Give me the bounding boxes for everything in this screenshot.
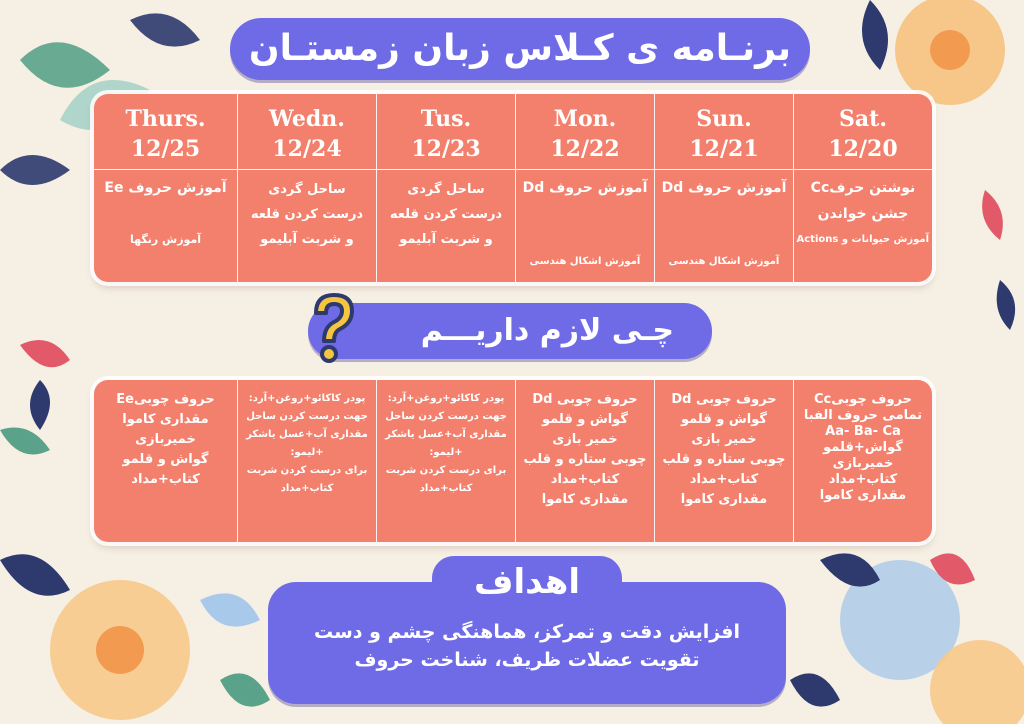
materials-column-sun (654, 380, 793, 542)
activity-line: ساحل گردی (268, 182, 346, 197)
material-item: حروف چوبی Dd (532, 392, 638, 407)
day-name: Tus. (420, 106, 472, 132)
material-item: حروف چوبیCc (814, 392, 912, 407)
page-title: برنـامه ی کـلاس زبان زمستـان (248, 28, 792, 69)
material-item: گواش و قلمو (681, 412, 767, 427)
flower-icon (0, 340, 70, 455)
materials-column-wedn (237, 380, 376, 542)
day-header (377, 94, 515, 170)
flower-icon (0, 554, 270, 720)
material-item: چوبی ستاره و قلب (523, 452, 647, 467)
day-date: 12/23 (411, 136, 481, 162)
activity-line: درست کردن قلعه (389, 207, 503, 222)
materials-list (659, 390, 789, 510)
activity-line: ساحل گردی (407, 182, 485, 197)
activity-line: نوشتن حرفCc (810, 180, 916, 196)
materials-list (381, 390, 511, 498)
material-item: چوبی ستاره و قلب (662, 452, 786, 467)
materials-column-tus (376, 380, 515, 542)
materials-list (98, 390, 233, 490)
material-item: خمیربازی (832, 456, 894, 471)
material-item: مقداری آب+عسل یاشکر (385, 429, 507, 440)
activity-line: و شربت آبلیمو (260, 232, 354, 247)
needs-title: چـی لازم داریـــم (420, 313, 674, 348)
material-item: جهت درست کردن ساحل (246, 411, 368, 422)
material-item: برای درست کردن شربت (246, 465, 368, 476)
material-item: مقداری کاموا (819, 488, 907, 503)
day-name: Mon. (553, 106, 617, 132)
material-item: تمامی حروف الفبا (803, 408, 923, 423)
question-mark-icon (302, 291, 362, 367)
material-item: خمیر بازی (691, 432, 757, 447)
day-activities (241, 178, 373, 249)
day-date: 12/25 (130, 136, 201, 162)
goals-box (268, 562, 786, 704)
material-item: جهت درست کردن ساحل (385, 411, 507, 422)
day-date: 12/22 (550, 136, 620, 162)
day-column-sat (793, 94, 932, 282)
material-item: حروف چوبیEe (116, 392, 215, 407)
activity-line: درست کردن قلعه (250, 207, 364, 222)
materials-list (242, 390, 372, 498)
day-header (655, 94, 793, 170)
activity-line: آموزش اشکال هندسی (529, 256, 641, 267)
material-item: خمیر بازی (552, 432, 618, 447)
material-item: +لیمو: (290, 447, 324, 458)
material-item: کتاب+مداد (131, 472, 200, 487)
material-item: کتاب+مداد (550, 472, 620, 487)
material-item: مقداری کاموا (122, 412, 209, 427)
day-column-thurs (94, 94, 237, 282)
material-item: کتاب+مداد (280, 483, 334, 494)
material-item: گواش و قلمو (122, 452, 209, 467)
activity-line: آموزش حروف Dd (661, 180, 787, 196)
material-item: پودر کاکائو+روغن+آرد: (248, 393, 366, 404)
material-item: کتاب+مداد (689, 472, 759, 487)
day-name: Wedn. (269, 106, 345, 132)
materials-column-mon (515, 380, 654, 542)
day-header (238, 94, 376, 170)
activity-line: و شربت آبلیمو (399, 232, 493, 247)
materials-table (94, 380, 932, 542)
material-item: حروف چوبی Dd (671, 392, 777, 407)
flower-icon (790, 553, 1024, 724)
day-column-wedn (237, 94, 376, 282)
day-activities (97, 178, 234, 248)
activity-line: آموزش اشکال هندسی (668, 256, 780, 267)
day-activities (519, 178, 651, 270)
activity-line (97, 204, 234, 224)
activity-line: آموزش حیوانات و Actions (796, 234, 929, 245)
material-item: خمیربازی (135, 432, 196, 447)
materials-column-thurs (94, 380, 237, 542)
day-activities (380, 178, 512, 249)
day-activities (797, 178, 929, 248)
material-item: برای درست کردن شربت (385, 465, 507, 476)
activity-line: آموزش رنگها (129, 233, 202, 246)
needs-banner (308, 303, 712, 359)
day-header (94, 94, 237, 170)
material-item: مقداری کاموا (541, 492, 629, 507)
activity-line: آموزش حروف Ee (104, 180, 227, 196)
goal-line: تقویت عضلات ظریف، شناخت حروف (354, 649, 700, 671)
material-item: کتاب+مداد (419, 483, 473, 494)
day-column-sun (654, 94, 793, 282)
goals-title: اهداف (432, 556, 622, 608)
material-item: +لیمو: (429, 447, 463, 458)
day-name: Sat. (839, 106, 887, 132)
material-item: مقداری کاموا (680, 492, 768, 507)
material-item: پودر کاکائو+روغن+آرد: (387, 393, 505, 404)
activity-line (519, 204, 651, 224)
materials-column-sat (793, 380, 932, 542)
day-name: Sun. (696, 106, 752, 132)
activity-line: آموزش حروف Dd (522, 180, 648, 196)
day-activities (658, 178, 790, 270)
material-item: Aa- Ba- Ca (825, 424, 901, 439)
day-column-tus (376, 94, 515, 282)
material-item: گواش و قلمو (542, 412, 628, 427)
materials-list (798, 390, 928, 506)
day-date: 12/21 (689, 136, 759, 162)
day-date: 12/24 (272, 136, 342, 162)
day-header (516, 94, 654, 170)
material-item: گواش+قلمو (823, 440, 903, 455)
day-date: 12/20 (828, 136, 898, 162)
material-item: مقداری آب+عسل یاشکر (246, 429, 368, 440)
schedule-title-banner (230, 18, 810, 80)
day-name: Thurs. (125, 106, 206, 132)
goal-line: افزایش دقت و تمرکز، هماهنگی چشم و دست (313, 621, 740, 643)
activity-line (658, 204, 790, 224)
day-header (794, 94, 932, 170)
day-column-mon (515, 94, 654, 282)
materials-list (520, 390, 650, 510)
schedule-table (94, 94, 932, 282)
material-item: کتاب+مداد (828, 472, 898, 487)
activity-line: جشن خواندن (817, 206, 909, 222)
